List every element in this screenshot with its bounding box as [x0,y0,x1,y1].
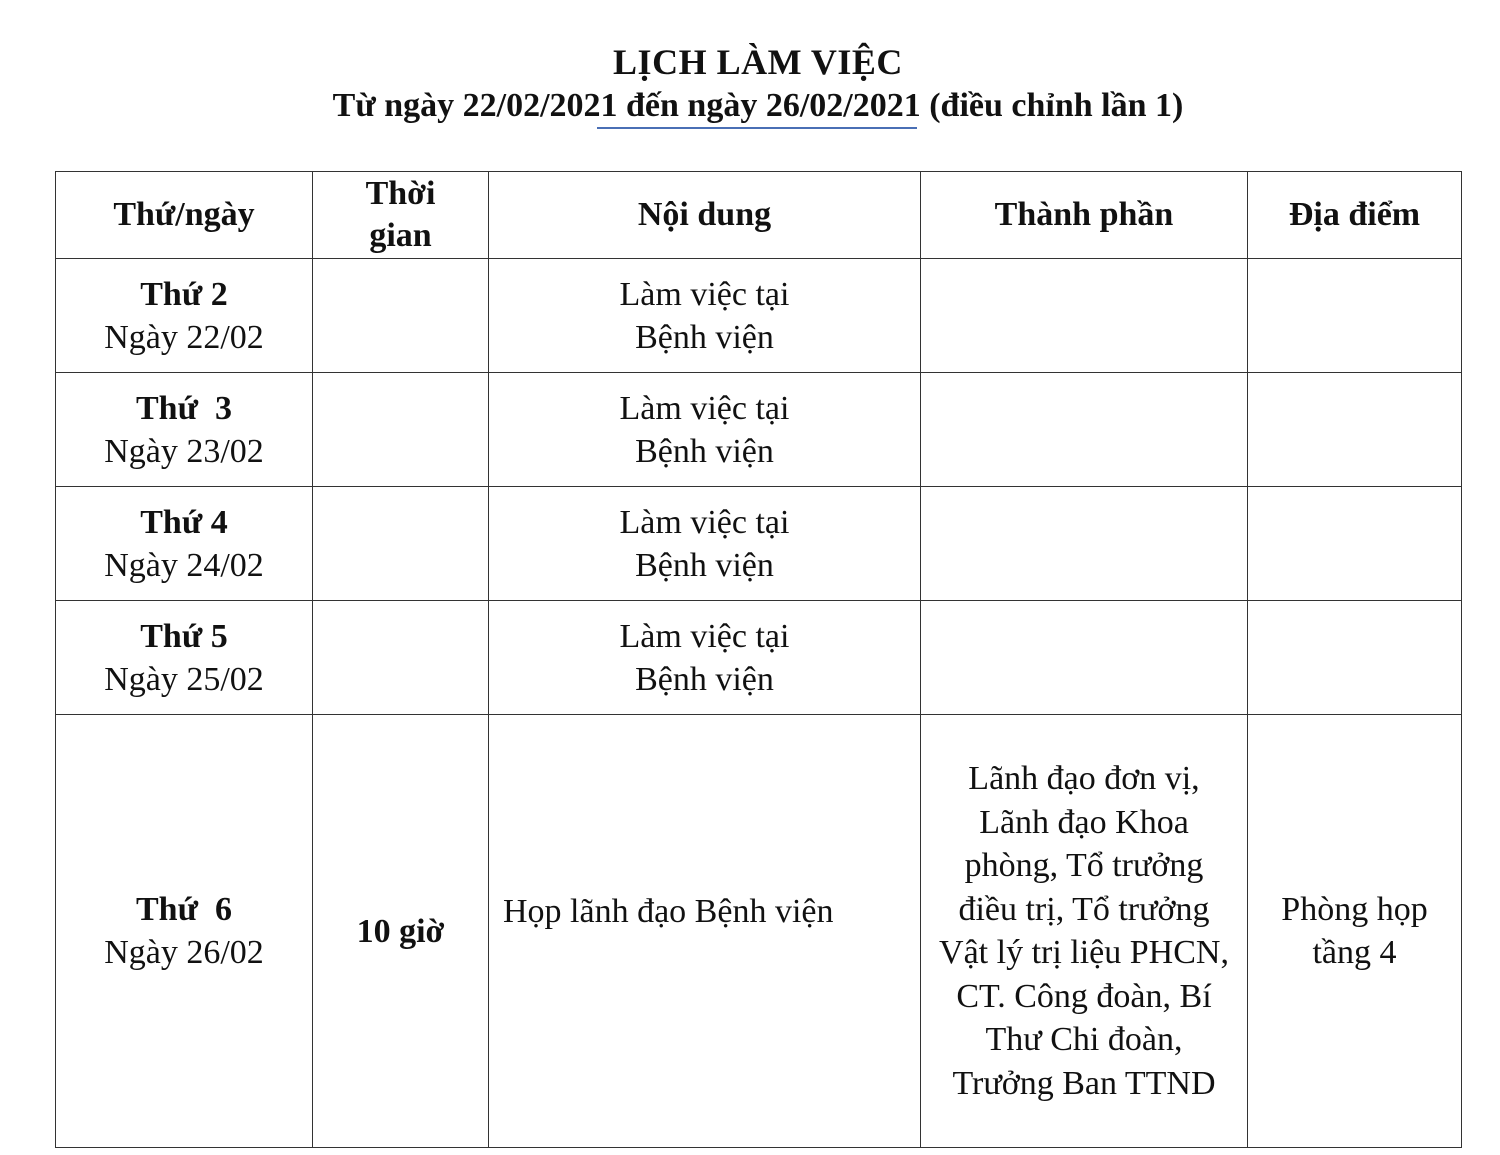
table-row [56,373,1462,487]
day-cell [56,373,313,487]
day-date: Ngày 22/02 [104,318,264,356]
content-text: Làm việc tại Bệnh viện [619,617,790,698]
location-cell: Phòng họp tầng 4 [1248,715,1462,1148]
day-cell [56,259,313,373]
content-cell [489,373,921,487]
content-text: Làm việc tại Bệnh viện [619,503,790,584]
table-row [56,601,1462,715]
spellcheck-underline [597,127,917,129]
table-row [56,715,1462,1148]
location-cell [1248,601,1462,715]
page-subtitle: Từ ngày 22/02/2021 đến ngày 26/02/2021 (điều chỉnh lần 1) [332,87,1184,124]
day-name: Thứ 4 [140,503,228,541]
schedule-table [55,171,1462,1148]
day-name: Thứ 5 [140,617,228,655]
page-title: LỊCH LÀM VIỆC [613,42,903,82]
day-date: Ngày 25/02 [104,660,264,698]
title-block [0,40,1500,128]
day-name: Thứ 3 [136,389,232,427]
table-header-row [56,172,1462,259]
content-cell: Họp lãnh đạo Bệnh viện [489,715,921,1148]
time-cell [313,601,489,715]
day-name: Thứ 6 [136,891,232,928]
participants-cell: Lãnh đạo đơn vị, Lãnh đạo Khoa phòng, Tổ trưởng điều trị, Tổ trưởng Vật lý trị liệu PHCN, CT. Công đoàn, Bí Thư Chi đoàn, Trưởng Ban TTND [921,715,1248,1148]
location-cell [1248,259,1462,373]
table-row [56,487,1462,601]
day-cell [56,715,313,1148]
time-cell: 10 giờ [313,715,489,1148]
header-location: Địa điểm [1248,172,1462,259]
day-cell [56,601,313,715]
location-cell [1248,373,1462,487]
table-row [56,259,1462,373]
day-name: Thứ 2 [140,275,228,313]
day-date: Ngày 24/02 [104,546,264,584]
header-participants: Thành phần [921,172,1248,259]
content-cell [489,601,921,715]
content-cell [489,487,921,601]
time-cell [313,487,489,601]
header-time: Thời gian [313,172,489,259]
participants-cell [921,259,1248,373]
time-cell [313,259,489,373]
content-cell [489,259,921,373]
header-content: Nội dung [489,172,921,259]
location-cell [1248,487,1462,601]
participants-cell [921,487,1248,601]
participants-cell [921,373,1248,487]
content-text: Làm việc tại Bệnh viện [619,389,790,470]
day-date: Ngày 26/02 [104,934,264,971]
day-date: Ngày 23/02 [104,432,264,470]
header-day: Thứ/ngày [56,172,313,259]
time-cell [313,373,489,487]
day-cell [56,487,313,601]
content-text: Làm việc tại Bệnh viện [619,275,790,356]
participants-cell [921,601,1248,715]
